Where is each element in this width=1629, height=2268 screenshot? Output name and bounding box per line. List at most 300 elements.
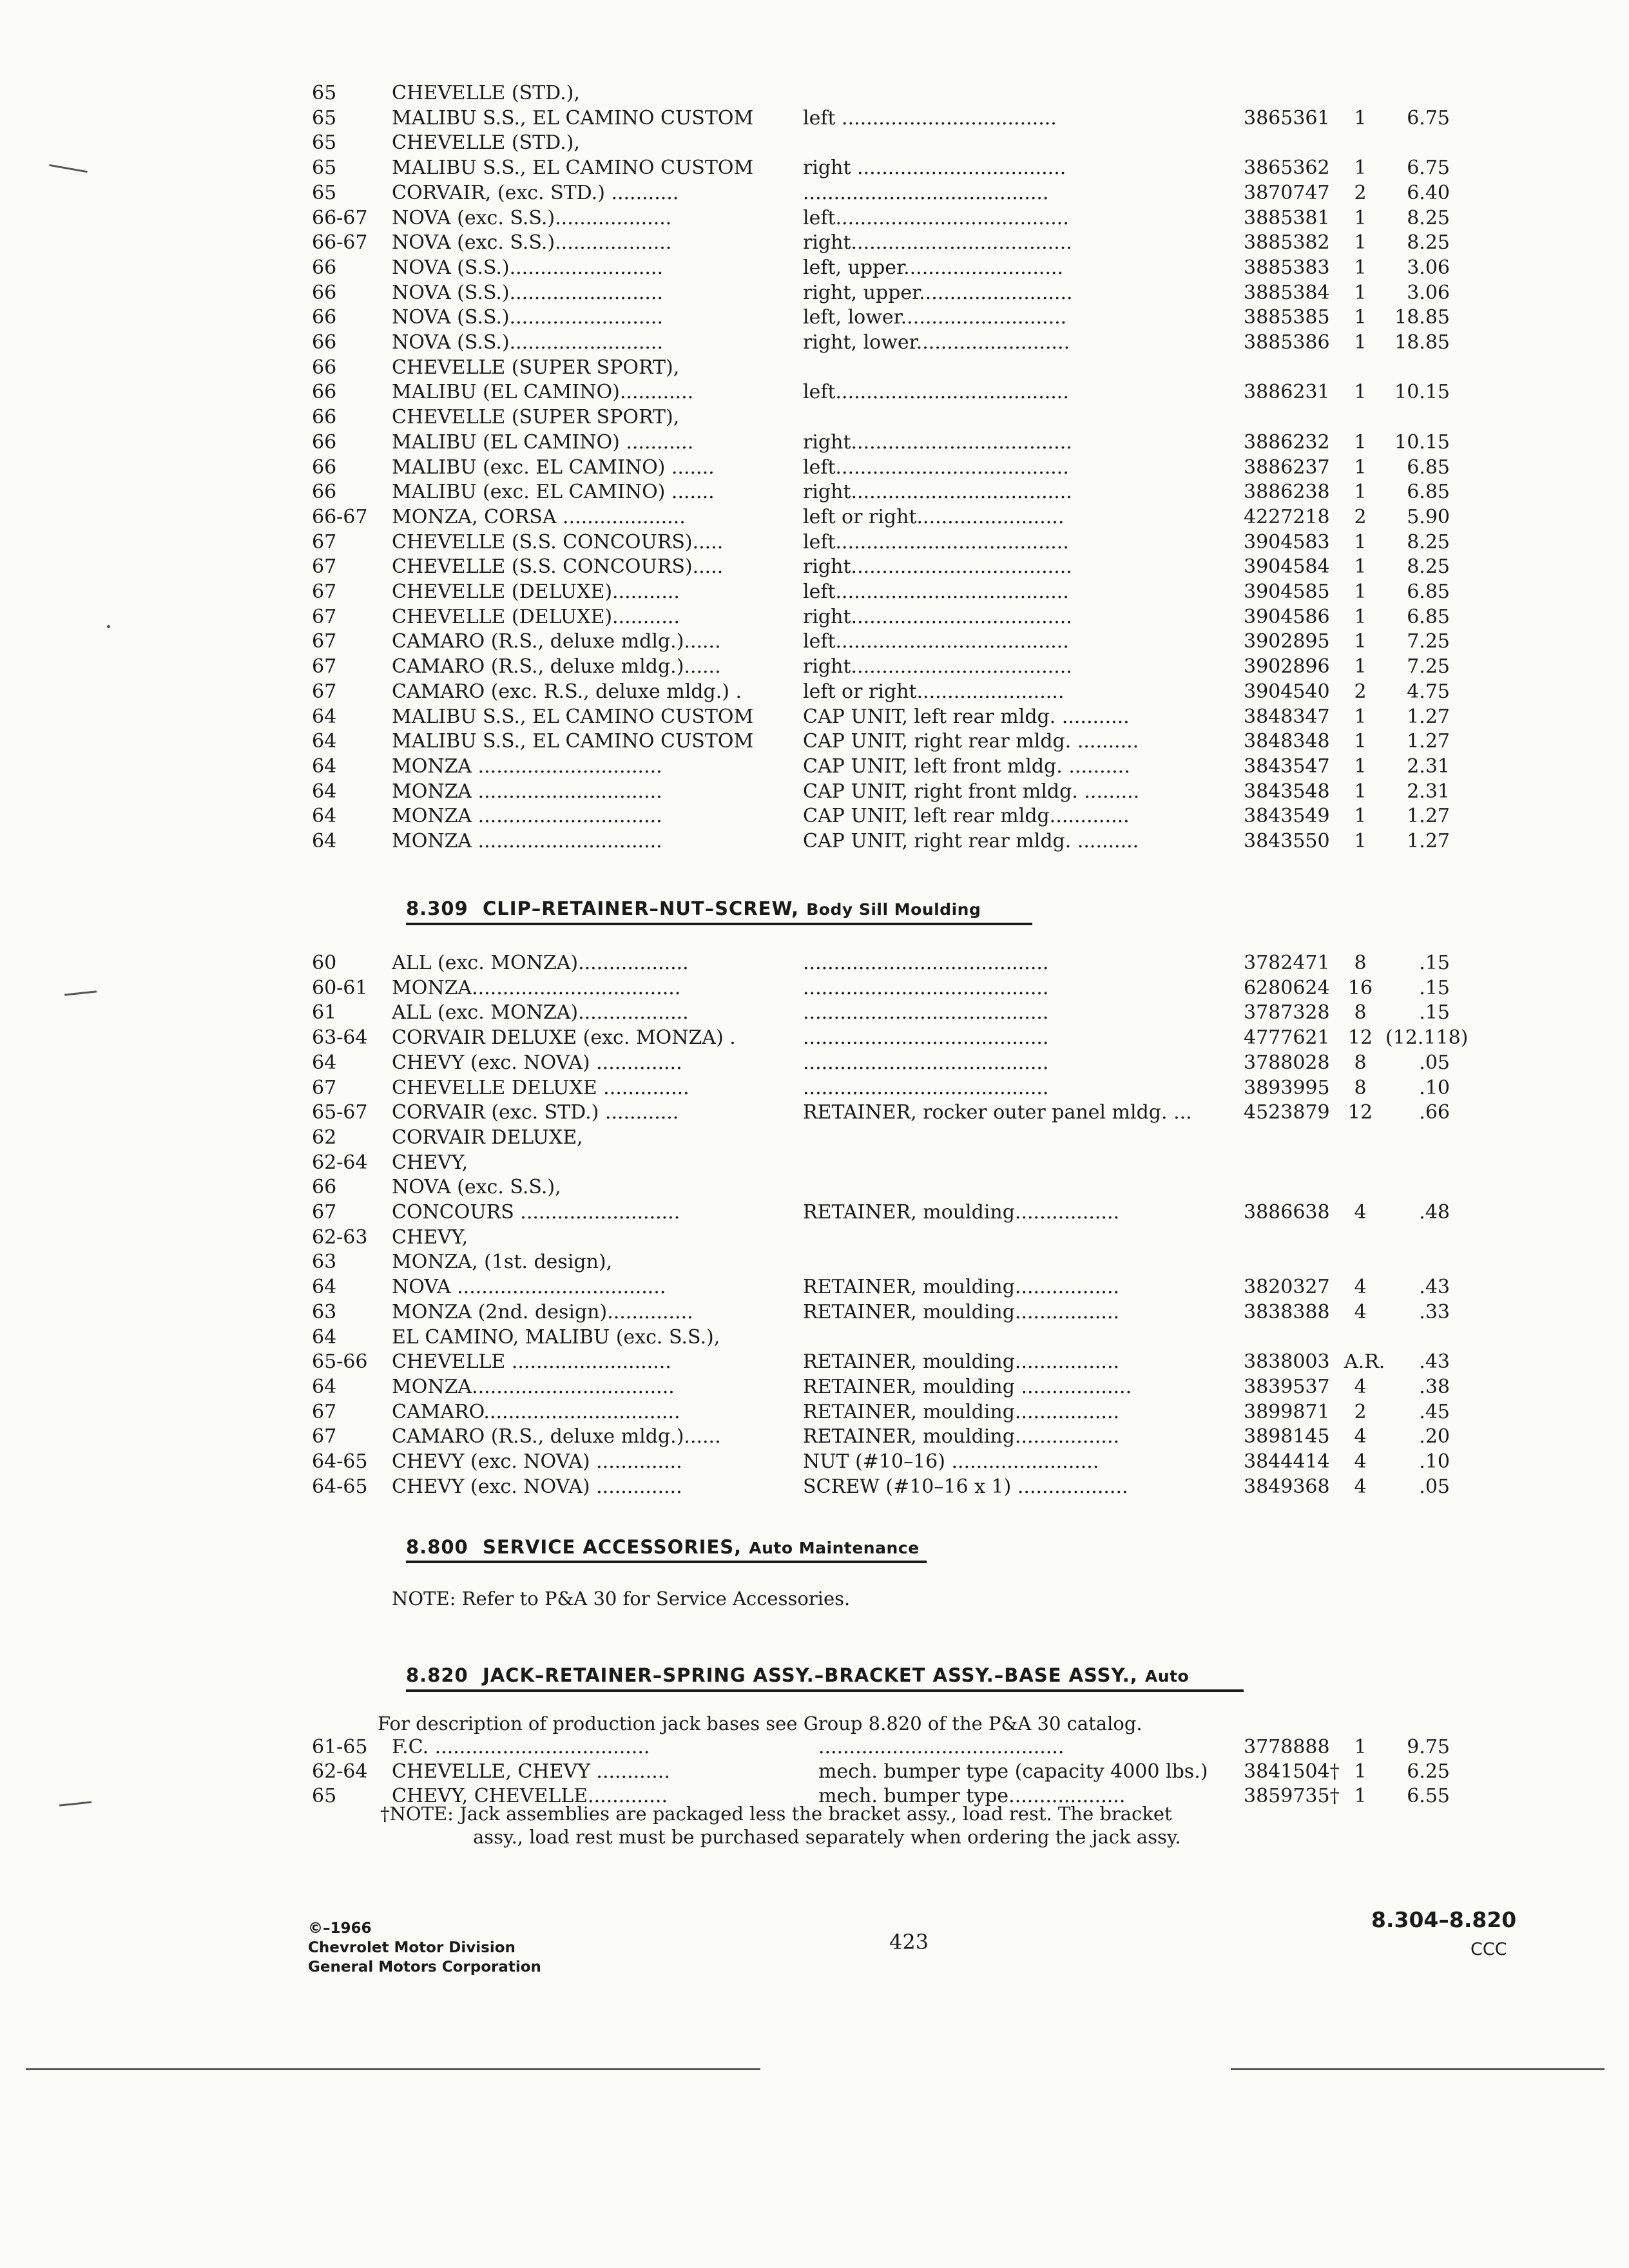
table-row <box>0 655 1629 679</box>
table-row <box>0 106 1629 131</box>
model-cell: CAMARO (R.S., deluxe mldg.)...... <box>392 655 721 678</box>
quantity-cell: 1 <box>1354 605 1367 628</box>
model-cell: CHEVY, CHEVELLE............. <box>392 1785 668 1807</box>
description-cell: CAP UNIT, left rear mldg. ........... <box>803 705 1130 728</box>
table-row <box>0 456 1629 480</box>
year-cell: 63-64 <box>312 1026 368 1050</box>
table-row <box>0 231 1629 255</box>
model-cell: CHEVELLE (DELUXE)........... <box>392 581 680 603</box>
year-cell: 67 <box>312 605 337 628</box>
description-cell: ........................................ <box>803 1076 1049 1099</box>
model-cell: CHEVY (exc. NOVA) .............. <box>392 1475 682 1498</box>
price-cell: .45 <box>1419 1400 1450 1423</box>
part-number-cell: 3898145 <box>1244 1425 1330 1448</box>
section-number: 8.800 <box>406 1536 468 1558</box>
section-number: 8.309 <box>406 898 468 919</box>
year-cell: 66-67 <box>312 206 368 229</box>
price-cell: .10 <box>1419 1076 1450 1099</box>
price-cell: .10 <box>1419 1450 1450 1473</box>
quantity-cell: 1 <box>1354 581 1367 603</box>
year-cell: 64 <box>312 1375 337 1398</box>
year-cell: 64-65 <box>312 1450 368 1473</box>
quantity-cell: 1 <box>1354 730 1367 753</box>
price-cell: (12.118) <box>1385 1026 1469 1050</box>
year-cell: 65-67 <box>312 1101 368 1124</box>
year-cell: 66 <box>312 430 337 454</box>
price-cell: 6.85 <box>1407 581 1450 603</box>
year-cell: 67 <box>312 1400 337 1423</box>
price-cell: .05 <box>1419 1475 1450 1498</box>
quantity-cell: 1 <box>1354 306 1367 329</box>
price-cell: .15 <box>1419 1001 1450 1024</box>
quantity-cell: 4 <box>1354 1276 1367 1299</box>
table-row <box>0 680 1629 704</box>
year-cell: 63 <box>312 1251 337 1274</box>
model-cell: NOVA .................................. <box>392 1276 666 1299</box>
price-cell: 5.90 <box>1407 505 1450 528</box>
part-number-cell: 3839537 <box>1244 1375 1330 1398</box>
quantity-cell: 1 <box>1354 456 1367 479</box>
price-cell: 18.85 <box>1394 306 1450 329</box>
table-row <box>0 729 1629 754</box>
table-row <box>0 281 1629 305</box>
model-cell: MONZA, (1st. design), <box>392 1251 613 1274</box>
part-number-cell: 3886638 <box>1244 1201 1330 1224</box>
quantity-cell: 1 <box>1354 381 1367 404</box>
description-cell: right.................................... <box>803 655 1072 678</box>
quantity-cell: 4 <box>1354 1300 1367 1323</box>
quantity-cell: 4 <box>1354 1375 1367 1398</box>
model-cell: CHEVY (exc. NOVA) .............. <box>392 1051 682 1074</box>
price-cell: 1.27 <box>1407 705 1450 728</box>
price-cell: .43 <box>1419 1350 1450 1374</box>
year-cell: 66 <box>312 281 337 304</box>
description-cell: right, upper......................... <box>803 281 1073 304</box>
model-cell: CONCOURS .......................... <box>392 1201 680 1224</box>
model-cell: NOVA (S.S.)......................... <box>392 331 663 354</box>
part-number-cell: 3904585 <box>1244 581 1330 603</box>
table-row <box>0 1300 1629 1325</box>
part-number-cell: 3848347 <box>1244 705 1330 728</box>
section-subtitle: Body Sill Moulding <box>806 900 981 919</box>
model-cell: NOVA (S.S.)......................... <box>392 306 663 329</box>
part-number-cell: 3885381 <box>1244 206 1330 229</box>
model-cell: CHEVELLE (DELUXE)........... <box>392 605 680 628</box>
quantity-cell: 8 <box>1354 952 1367 974</box>
description-cell: left...................................... <box>803 530 1069 553</box>
quantity-cell: 1 <box>1354 331 1367 354</box>
description-cell: left or right........................ <box>803 505 1065 528</box>
table-row <box>0 131 1629 155</box>
model-cell: CORVAIR DELUXE, <box>392 1126 583 1149</box>
model-cell: CAMARO (exc. R.S., deluxe mldg.) . <box>392 680 742 703</box>
description-cell: ........................................ <box>803 1026 1049 1050</box>
year-cell: 63 <box>312 1300 337 1323</box>
price-cell: 3.06 <box>1407 256 1450 279</box>
description-cell: right.................................... <box>803 430 1072 454</box>
part-number-cell: 3778888 <box>1244 1736 1330 1758</box>
quantity-cell: 8 <box>1354 1051 1367 1074</box>
year-cell: 65-66 <box>312 1350 368 1374</box>
part-number-cell: 3870747 <box>1244 181 1330 204</box>
description-cell: CAP UNIT, right front mldg. ......... <box>803 780 1140 803</box>
table-row <box>0 754 1629 779</box>
table-row <box>0 181 1629 206</box>
price-cell: 6.55 <box>1407 1785 1450 1807</box>
price-cell: 6.25 <box>1407 1760 1450 1783</box>
jack-footnote-line-1: †NOTE: Jack assemblies are packaged less the bracket assy., load rest. The bracket <box>380 1803 1172 1825</box>
catalog-code: CCC <box>1470 1939 1507 1959</box>
table-row <box>0 505 1629 530</box>
model-cell: CHEVELLE (S.S. CONCOURS)..... <box>392 530 724 553</box>
year-cell: 67 <box>312 655 337 678</box>
model-cell: MALIBU S.S., EL CAMINO CUSTOM <box>392 106 754 130</box>
price-cell: 8.25 <box>1407 206 1450 229</box>
scan-line-left <box>26 2068 760 2070</box>
model-cell: MONZA (2nd. design).............. <box>392 1300 693 1323</box>
price-cell: .15 <box>1419 976 1450 999</box>
year-cell: 66-67 <box>312 505 368 528</box>
model-cell: CAMARO................................ <box>392 1400 680 1423</box>
model-cell: MALIBU (EL CAMINO)............ <box>392 381 694 404</box>
model-cell: MONZA, CORSA .................... <box>392 505 686 528</box>
part-number-cell: 3820327 <box>1244 1276 1330 1299</box>
year-cell: 61-65 <box>312 1736 368 1758</box>
part-number-cell: 3885382 <box>1244 231 1330 255</box>
description-cell: RETAINER, moulding................. <box>803 1425 1120 1448</box>
description-cell: ........................................ <box>803 181 1049 204</box>
model-cell: CORVAIR (exc. STD.) ............ <box>392 1101 679 1124</box>
year-cell: 62-64 <box>312 1760 368 1783</box>
corporation-name: General Motors Corporation <box>308 1959 541 1975</box>
quantity-cell: 1 <box>1354 481 1367 504</box>
part-number-cell: 3893995 <box>1244 1076 1330 1099</box>
part-number-cell: 3848348 <box>1244 730 1330 753</box>
table-row <box>0 1475 1629 1499</box>
quantity-cell: 8 <box>1354 1076 1367 1099</box>
part-number-cell: 4777621 <box>1244 1026 1330 1050</box>
table-row <box>0 1450 1629 1474</box>
description-cell: left, upper.......................... <box>803 256 1064 279</box>
quantity-cell: 4 <box>1354 1201 1367 1224</box>
publisher-block <box>308 1919 541 1977</box>
model-cell: NOVA (exc. S.S.)................... <box>392 231 672 255</box>
price-cell: .48 <box>1419 1201 1450 1224</box>
table-row <box>0 256 1629 280</box>
table-row <box>0 156 1629 180</box>
price-cell: 8.25 <box>1407 231 1450 255</box>
year-cell: 66 <box>312 406 337 429</box>
description-cell: left, lower........................... <box>803 306 1067 329</box>
part-number-cell: 3865361 <box>1244 106 1330 130</box>
year-cell: 64 <box>312 805 337 828</box>
quantity-cell: 1 <box>1354 555 1367 579</box>
table-row <box>0 1400 1629 1425</box>
part-number-cell: 4523879 <box>1244 1101 1330 1124</box>
part-number-cell: 4227218 <box>1244 505 1330 528</box>
scan-mark <box>107 625 110 628</box>
section-underline <box>406 923 1032 925</box>
year-cell: 67 <box>312 630 337 653</box>
part-number-cell: 3886238 <box>1244 481 1330 504</box>
table-row <box>0 1425 1629 1449</box>
quantity-cell: 8 <box>1354 1001 1367 1024</box>
price-cell: 9.75 <box>1407 1736 1450 1758</box>
model-cell: MONZA .............................. <box>392 754 662 778</box>
model-cell: CAMARO (R.S., deluxe mldg.)...... <box>392 1425 721 1448</box>
model-cell: MALIBU S.S., EL CAMINO CUSTOM <box>392 705 754 728</box>
price-cell: .05 <box>1419 1051 1450 1074</box>
part-number-cell: 3902896 <box>1244 655 1330 678</box>
year-cell: 65 <box>312 131 337 155</box>
model-cell: CHEVELLE .......................... <box>392 1350 671 1374</box>
quantity-cell: 1 <box>1354 780 1367 803</box>
description-cell: left or right........................ <box>803 680 1065 703</box>
year-cell: 67 <box>312 680 337 703</box>
year-cell: 64 <box>312 1276 337 1299</box>
section-range: 8.304–8.820 <box>1371 1907 1517 1932</box>
part-number-cell: 3844414 <box>1244 1450 1330 1473</box>
year-cell: 67 <box>312 530 337 553</box>
page-number: 423 <box>889 1930 929 1954</box>
year-cell: 66 <box>312 356 337 379</box>
price-cell: .66 <box>1419 1101 1450 1124</box>
price-cell: .20 <box>1419 1425 1450 1448</box>
quantity-cell: 2 <box>1354 680 1367 703</box>
description-cell: mech. bumper type (capacity 4000 lbs.) <box>818 1760 1208 1783</box>
year-cell: 66 <box>312 331 337 354</box>
model-cell: CHEVELLE (SUPER SPORT), <box>392 406 680 429</box>
model-cell: NOVA (exc. S.S.)................... <box>392 206 672 229</box>
quantity-cell: 1 <box>1354 1785 1367 1807</box>
year-cell: 65 <box>312 157 337 180</box>
quantity-cell: 1 <box>1354 754 1367 778</box>
description-cell: right .................................. <box>803 157 1066 180</box>
part-number-cell: 3885385 <box>1244 306 1330 329</box>
year-cell: 66 <box>312 456 337 479</box>
price-cell: .43 <box>1419 1276 1450 1299</box>
quantity-cell: 1 <box>1354 1736 1367 1758</box>
quantity-cell: 16 <box>1347 976 1373 999</box>
part-number-cell: 3886231 <box>1244 381 1330 404</box>
table-row <box>0 1375 1629 1399</box>
model-cell: CHEVELLE (STD.), <box>392 131 580 155</box>
price-cell: 2.31 <box>1407 754 1450 778</box>
part-number-cell: 3841504† <box>1244 1760 1340 1783</box>
description-cell: right.................................... <box>803 481 1072 504</box>
table-row <box>0 480 1629 505</box>
model-cell: CHEVY, <box>392 1151 468 1174</box>
table-row <box>0 1250 1629 1274</box>
quantity-cell: 2 <box>1354 181 1367 204</box>
part-number-cell: 3904540 <box>1244 680 1330 703</box>
description-cell: left...................................... <box>803 381 1069 404</box>
quantity-cell: 1 <box>1354 1760 1367 1783</box>
year-cell: 66-67 <box>312 231 368 255</box>
model-cell: MONZA................................. <box>392 1375 675 1398</box>
model-cell: CHEVELLE (SUPER SPORT), <box>392 356 680 379</box>
model-cell: CAMARO (R.S., deluxe mdlg.)...... <box>392 630 721 653</box>
section-number: 8.820 <box>406 1664 468 1686</box>
year-cell: 60-61 <box>312 976 368 999</box>
section-title: JACK–RETAINER–SPRING ASSY.–BRACKET ASSY.–BASE ASSY., <box>482 1664 1138 1686</box>
model-cell: NOVA (exc. S.S.), <box>392 1176 561 1199</box>
table-row <box>0 1175 1629 1200</box>
quantity-cell: 1 <box>1354 805 1367 828</box>
price-cell: 18.85 <box>1394 331 1450 354</box>
model-cell: MONZA .............................. <box>392 830 662 852</box>
description-cell: right, lower......................... <box>803 331 1070 354</box>
year-cell: 67 <box>312 555 337 579</box>
table-row <box>0 356 1629 380</box>
price-cell: 1.27 <box>1407 805 1450 828</box>
part-number-cell: 3838388 <box>1244 1300 1330 1323</box>
description-cell: CAP UNIT, right rear mldg. .......... <box>803 830 1139 852</box>
price-cell: .15 <box>1419 952 1450 974</box>
part-number-cell: 3843550 <box>1244 830 1330 852</box>
table-row <box>0 305 1629 330</box>
year-cell: 64 <box>312 1051 337 1074</box>
section-subtitle: Auto <box>1144 1667 1190 1686</box>
table-row <box>0 705 1629 729</box>
description-cell: RETAINER, moulding................. <box>803 1276 1120 1299</box>
year-cell: 64 <box>312 754 337 778</box>
model-cell: NOVA (S.S.)......................... <box>392 256 663 279</box>
table-row <box>0 430 1629 455</box>
description-cell: CAP UNIT, left front mldg. .......... <box>803 754 1130 778</box>
table-row <box>0 976 1629 1001</box>
model-cell: NOVA (S.S.)......................... <box>392 281 663 304</box>
year-cell: 65 <box>312 1785 337 1807</box>
jack-footnote-line-2: assy., load rest must be purchased separately when ordering the jack assy. <box>473 1826 1181 1848</box>
year-cell: 67 <box>312 581 337 603</box>
quantity-cell: 4 <box>1354 1425 1367 1448</box>
year-cell: 64 <box>312 705 337 728</box>
year-cell: 66 <box>312 381 337 404</box>
quantity-cell: 1 <box>1354 256 1367 279</box>
description-cell: ........................................ <box>803 1051 1049 1074</box>
year-cell: 62 <box>312 1126 337 1149</box>
table-row <box>0 405 1629 430</box>
model-cell: MONZA .............................. <box>392 780 662 803</box>
year-cell: 66 <box>312 1176 337 1199</box>
model-cell: ALL (exc. MONZA).................. <box>392 952 689 974</box>
quantity-cell: 4 <box>1354 1475 1367 1498</box>
part-number-cell: 3904584 <box>1244 555 1330 579</box>
year-cell: 66 <box>312 256 337 279</box>
table-row <box>0 1735 1629 1760</box>
year-cell: 65 <box>312 82 337 104</box>
part-number-cell: 3849368 <box>1244 1475 1330 1498</box>
model-cell: ALL (exc. MONZA).................. <box>392 1001 689 1024</box>
table-row <box>0 1325 1629 1350</box>
price-cell: 3.06 <box>1407 281 1450 304</box>
description-cell: left...................................... <box>803 581 1069 603</box>
table-row <box>0 1350 1629 1374</box>
quantity-cell: 1 <box>1354 705 1367 728</box>
part-number-cell: 3782471 <box>1244 952 1330 974</box>
model-cell: MALIBU (EL CAMINO) ........... <box>392 430 694 454</box>
part-number-cell: 3843547 <box>1244 754 1330 778</box>
description-cell: RETAINER, moulding .................. <box>803 1375 1132 1398</box>
year-cell: 62-63 <box>312 1225 368 1249</box>
part-number-cell: 3865362 <box>1244 157 1330 180</box>
model-cell: F.C. ................................... <box>392 1736 650 1758</box>
price-cell: 6.75 <box>1407 157 1450 180</box>
model-cell: CHEVELLE DELUXE .............. <box>392 1076 689 1099</box>
table-row <box>0 629 1629 654</box>
model-cell: CORVAIR, (exc. STD.) ........... <box>392 181 679 204</box>
year-cell: 65 <box>312 106 337 130</box>
description-cell: RETAINER, moulding................. <box>803 1350 1120 1374</box>
description-cell: left...................................... <box>803 206 1069 229</box>
description-cell: CAP UNIT, left rear mldg............. <box>803 805 1130 828</box>
table-row <box>0 331 1629 355</box>
description-cell: right.................................... <box>803 231 1072 255</box>
section-title: CLIP–RETAINER–NUT–SCREW, <box>482 898 800 919</box>
section-subtitle: Auto Maintenance <box>749 1539 920 1557</box>
model-cell: MALIBU S.S., EL CAMINO CUSTOM <box>392 157 754 180</box>
table-row <box>0 829 1629 854</box>
model-cell: CORVAIR DELUXE (exc. MONZA) . <box>392 1026 736 1050</box>
model-cell: CHEVY, <box>392 1225 468 1249</box>
price-cell: 8.25 <box>1407 530 1450 553</box>
price-cell: 8.25 <box>1407 555 1450 579</box>
table-row <box>0 530 1629 555</box>
part-number-cell: 3787328 <box>1244 1001 1330 1024</box>
price-cell: 6.75 <box>1407 106 1450 130</box>
model-cell: MALIBU S.S., EL CAMINO CUSTOM <box>392 730 754 753</box>
price-cell: .38 <box>1419 1375 1450 1398</box>
part-number-cell: 3838003 <box>1244 1350 1330 1374</box>
year-cell: 67 <box>312 1201 337 1224</box>
description-cell: right.................................... <box>803 605 1072 628</box>
year-cell: 62-64 <box>312 1151 368 1174</box>
division-name: Chevrolet Motor Division <box>308 1939 516 1956</box>
price-cell: 6.40 <box>1407 181 1450 204</box>
quantity-cell: 12 <box>1347 1026 1373 1050</box>
description-cell: left...................................... <box>803 456 1069 479</box>
table-row <box>0 1760 1629 1784</box>
section-title: SERVICE ACCESSORIES, <box>482 1536 742 1558</box>
scan-line-right <box>1231 2068 1605 2070</box>
year-cell: 64 <box>312 1325 337 1349</box>
year-cell: 64 <box>312 780 337 803</box>
part-number-cell: 3885386 <box>1244 331 1330 354</box>
table-row <box>0 1200 1629 1225</box>
table-row <box>0 81 1629 106</box>
price-cell: 10.15 <box>1394 381 1450 404</box>
model-cell: CHEVELLE (S.S. CONCOURS)..... <box>392 555 724 579</box>
year-cell: 64 <box>312 830 337 852</box>
price-cell: 6.85 <box>1407 481 1450 504</box>
quantity-cell: 1 <box>1354 655 1367 678</box>
part-number-cell: 6280624 <box>1244 976 1330 999</box>
description-cell: ........................................ <box>818 1736 1065 1758</box>
quantity-cell: 1 <box>1354 157 1367 180</box>
section-heading-8-309 <box>406 898 981 919</box>
part-number-cell: 3904583 <box>1244 530 1330 553</box>
table-row <box>0 206 1629 231</box>
copyright: ©–1966 <box>308 1920 372 1937</box>
model-cell: EL CAMINO, MALIBU (exc. S.S.), <box>392 1325 720 1349</box>
model-cell: CHEVELLE (STD.), <box>392 82 580 104</box>
quantity-cell: 2 <box>1354 505 1367 528</box>
description-cell: SCREW (#10–16 x 1) .................. <box>803 1475 1128 1498</box>
quantity-cell: 1 <box>1354 231 1367 255</box>
price-cell: 6.85 <box>1407 456 1450 479</box>
quantity-cell: 1 <box>1354 206 1367 229</box>
